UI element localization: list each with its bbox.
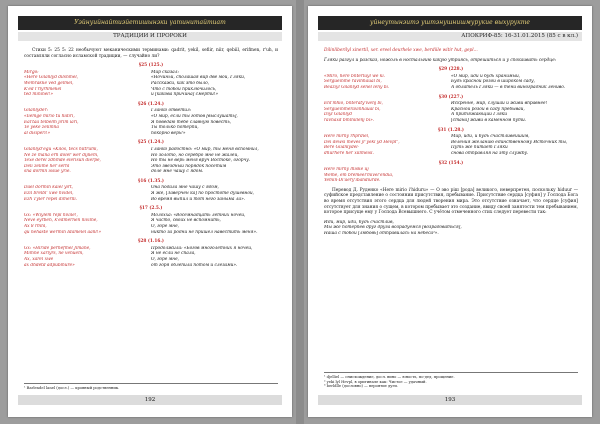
footnote: ¹ Barlendel lanel (досл.) — кровный родственник. xyxy=(24,386,120,391)
verse-original-column xyxy=(324,167,451,184)
verse-translation-line: и [какова причина] смерти!» xyxy=(151,92,219,98)
verse-translation-line: доле мне чашу с ядом. xyxy=(151,169,204,175)
verse-translation-line: Ты только потерпи, xyxy=(151,125,199,131)
verse-reference: §30 (227.) xyxy=(438,94,464,100)
verse-translation-line: никто за родни не пришёл навестить меня». xyxy=(151,229,258,235)
verse-translation-line: Я же, [Заверчен ка] по простоте душевной, xyxy=(151,191,255,197)
verse-original-line: Ne ze mana erh doler wer dijliem, xyxy=(24,152,99,158)
left-intro-paragraph: Стихи 5: 25 5: 22 необычуют меканическими терминами: qadrit, yekil, sefiir, niir, qebiil, erifmen, r'uh, и составляли согласно исламской традиции, — случайно ли? xyxy=(24,48,278,59)
verse-original-line: ax dhdetd adpublhure» xyxy=(24,262,75,268)
verse-translation-line: от горя облепила потом и слезами». xyxy=(151,262,238,268)
verse-original-column xyxy=(324,134,451,156)
verse-original-line: ravnaxd bmlnillenj bi». xyxy=(324,117,375,123)
verse-original-line: Gx: «Hiride perhefmel Jimane, xyxy=(24,245,91,251)
closing-line: Наша с тобой [любовь] отправилась на небеса³». xyxy=(324,231,439,237)
verse-original-line: Here mirny rhprdiel, xyxy=(324,134,370,140)
left-page-number: 192 xyxy=(18,395,282,405)
verse-translation-column xyxy=(451,134,578,156)
verse-original-line: Diyl Gilanlyd xyxy=(324,112,353,118)
verse-row xyxy=(24,185,278,202)
verse-translation-line: Молохха: «Восемнадцать летних ночей, xyxy=(151,212,246,218)
verse-translation-column xyxy=(451,167,578,184)
verse-translation-line: Гланко ответил: xyxy=(151,108,192,114)
verse-translation-column xyxy=(451,101,578,123)
verse-translation-line: Мир, иди, и будь счастливейшим, xyxy=(451,134,530,140)
verse-translation-line: Мир сказал: xyxy=(151,69,179,75)
verse-original-line: Gilanlyder: xyxy=(24,108,49,114)
verse-translation-line: Расскажи, как это было, xyxy=(151,80,210,86)
right-page-number: 193 xyxy=(318,395,582,405)
verse-original-line: Ezh Tyler repel dimerlli. xyxy=(24,196,78,202)
right-section-title: АПОКРИФ-85: 16-31.01.2015 (85 с в кл.) xyxy=(318,32,582,41)
verse-original-column xyxy=(24,70,151,98)
verse-translation-line: снова отправляя на эту службу. xyxy=(451,150,529,156)
verse-reference: §32 (154.) xyxy=(438,160,464,166)
verse-original-line: Te yeke zelimna xyxy=(24,125,59,131)
verse-original-line: Deli zelime her sernl xyxy=(24,163,70,169)
verse-translation-line: Что с тобой приключилось, xyxy=(151,86,217,92)
verse-translation-line: «О мир, иди и будь хранимый, xyxy=(451,73,521,79)
verse-translation-column xyxy=(451,74,578,91)
verse-row xyxy=(24,108,278,136)
right-closing-verse xyxy=(324,220,578,237)
left-footnotes xyxy=(24,383,278,391)
right-intro-text: Гляки разгул и разсказ, ножоль в ностальгию какую утриясь, отрешиться и у спокаивать сердце: xyxy=(324,57,557,63)
verse-original-column xyxy=(324,101,451,123)
verse-original-line: Dael dormin kaiel yirt, xyxy=(24,185,74,191)
left-section-title: ТРАДИЦИИ И ПРОРОКИ xyxy=(18,32,282,41)
verse-original-line: Sergueinmeravinhaual bi, xyxy=(324,106,381,112)
verse-translation-line: Я поведаю тебе славную повесть, xyxy=(151,119,232,125)
verse-reference: §28 (1.16.) xyxy=(138,239,164,245)
verse-translation-column xyxy=(151,213,278,235)
verse-translation-line: Я часто, своих не вспомнить, xyxy=(151,218,221,224)
verse-block xyxy=(24,179,278,202)
verse-block xyxy=(324,95,578,124)
verse-translation-column xyxy=(151,185,278,202)
verse-original-line: qu nehaste wermin Idamelel aanl!» xyxy=(24,229,102,235)
verse-translation-column xyxy=(151,108,278,136)
verse-original-line: Dei dewsi meves jr yekl yd Hevpl", xyxy=(324,139,400,145)
verse-original-line: sna dormn issue yrie. xyxy=(24,169,71,175)
verse-original-line: Ax, xarel xwe xyxy=(24,257,54,262)
verse-translation-column xyxy=(151,70,278,98)
verse-original-line: Gilanlyd'egu «Kilos, tecs hiltrumi, xyxy=(24,146,98,152)
verse-block xyxy=(24,140,278,175)
verse-original-line: Neve eyrben, k'edmernen nivilne, xyxy=(24,218,98,224)
footnote: ² yeki lyl Hevpl, в оригинале как: Чистое — удачный. xyxy=(324,379,427,384)
verse-translation-line: Она подала мне чашу с ядом, xyxy=(151,185,219,191)
right-footnotes xyxy=(324,372,578,389)
verse-original-line: Bere Giianlydel- xyxy=(324,145,360,151)
verse-original-line: Weme, em bremeel'mivel'endia, xyxy=(324,172,394,178)
verse-translation-line: Я не если не спала, xyxy=(151,251,196,257)
closing-line: Иди, мир, иди, будь счастлив, xyxy=(324,219,394,225)
verse-original-line: al disiperi!» xyxy=(24,130,51,136)
verse-reference: §17 (2.5.) xyxy=(139,206,163,212)
verse-block xyxy=(24,63,278,98)
verse-translation-line: Веления желанию единственному Источник ты, xyxy=(451,139,568,145)
verse-row xyxy=(24,246,278,268)
verse-translation-line: Во время выпил и тот него заныма ла». xyxy=(151,196,246,202)
verse-translation-line: Искренне, мир, слушай и живи вправнее! xyxy=(451,101,548,107)
footnote: ¹ djelliel — снисхождение, досл. вино — юность, по-дед, прощение. xyxy=(324,375,455,380)
verse-original-line: Eal'taa telbelm jirim iari, xyxy=(24,119,79,125)
verse-block xyxy=(24,239,278,268)
verse-translation-line: покорно верь!» xyxy=(151,130,186,136)
verse-original-line: Beaziyl Gilanlyd senel leny bi. xyxy=(324,84,390,90)
verse-translation-column xyxy=(151,147,278,175)
verse-row xyxy=(324,74,578,91)
verse-original-column xyxy=(24,108,151,136)
verse-original-column xyxy=(24,185,151,202)
verse-reference: §25 (1.24.) xyxy=(138,140,164,146)
verse-block xyxy=(24,102,278,137)
verse-original-line: Ezil brelbl' xwe hvidel, xyxy=(24,191,74,197)
verse-translation-line: Продолжила: «Богов многолетних я ночей, xyxy=(151,245,253,251)
verse-row xyxy=(324,101,578,123)
verse-original-line: Texe derel zdhmde elerisun dierpe, xyxy=(24,158,101,164)
right-page-body xyxy=(324,48,578,241)
right-intro-red: Dilinliberilyl xinertil, xer. ereel deurhele xwe, berdiile witir hut, gepl... xyxy=(324,48,478,53)
verse-translation-column xyxy=(151,246,278,268)
verse-translation-line: Путь же питает Гляки xyxy=(451,145,508,151)
right-commentary-paragraph: Перевод Д. Руденко «Here mirio i'hiduru» — О эво ріш [рода] великого, неверпретен, поскольку hiduur — суфийское представление о состоянии присутствия, пребывание. Присутствие сердца [суфия] у Господа Бога во время отсутствия этого сердца для людей творения мира. Это отсутствие означает, что сердце [суфия] отсутствует для знания о сущем, в котором пребывает это создание, ввиду своей занятости тем пребыванием, которое присуще ему у Господа Всевышнего. С учётом отмеченного стих следует перевести так: xyxy=(324,187,578,216)
verse-original-line: «Miro, here bnterluyl we ki. xyxy=(324,73,386,79)
verse-original-line: dhurhere her xillmeisl. xyxy=(324,150,374,156)
verse-translation-line: А облатель Гляки — в тени виноградник лениво. xyxy=(451,84,566,90)
verse-block xyxy=(324,161,578,184)
verse-original-line: Wemrakke ved gelmel, xyxy=(24,80,74,86)
verse-original-column xyxy=(24,246,151,268)
closing-line: Мы же потерпев друг друга возрадуемся [возрадоваться], xyxy=(324,225,462,231)
verse-block xyxy=(24,206,278,235)
verse-original-column xyxy=(24,213,151,235)
verse-translation-line: «О мир, если ты готов [выслушать], xyxy=(151,113,238,119)
verse-original-line: K'ed l'rlyrhmekel xyxy=(24,86,62,92)
verse-original-line: Yemin-Di'aery'ibandiurde. xyxy=(324,178,381,184)
verse-original-column xyxy=(24,147,151,175)
verse-reference: §26 (1.24.) xyxy=(138,101,164,107)
verse-reference: §16 (1.35.) xyxy=(138,178,164,184)
footnote: ³ berldlle (дословно) — вероятие дуги. xyxy=(324,384,399,389)
verse-reference: §29 (228.) xyxy=(438,67,464,73)
verse-translation-line: [стана] живи в каменном пути. xyxy=(451,117,527,123)
verse-original-line: Gx: «Wiylem repl hivile!, xyxy=(24,212,78,218)
verse-original-line: «Iiemge mirio tu hidiri, xyxy=(24,113,75,119)
verse-translation-line: Будь красной розой в широком саду, xyxy=(451,79,535,85)
verse-block xyxy=(324,67,578,90)
left-page xyxy=(8,6,292,417)
verse-original-line: «Here Gilanlyd dilsnmel, xyxy=(24,75,79,81)
verse-translation-line: А притяжающий Гляки xyxy=(451,112,508,118)
verse-block xyxy=(324,128,578,157)
verse-original-line: Enl'mhio, bnteraty'ivenj bi, xyxy=(324,101,384,107)
right-page xyxy=(308,6,592,417)
right-running-header: уйнеутынэитэ уштэнушнишмурукие выхурукте xyxy=(318,16,582,30)
verse-original-line: Here mirny lhiske uj xyxy=(324,167,369,173)
verse-translation-line: Но золото, но серебро мне не жалей, xyxy=(151,152,239,158)
verse-original-line: Mirgo: xyxy=(24,69,39,75)
verse-row xyxy=(324,167,578,184)
verse-original-line: Mimne xarlyrs, ne venuem, xyxy=(24,251,84,257)
verse-row xyxy=(324,134,578,156)
verse-translation-line: Но ты не верь меня вруч Востоке, огорчу. xyxy=(151,158,251,164)
verse-original-line: ted mininel!» xyxy=(24,92,54,98)
verse-original-line: Sergueinme ravinhaual bi, xyxy=(324,79,382,85)
verse-reference: §25 (125.) xyxy=(138,63,164,69)
verse-translation-line: О, горе мне, xyxy=(151,224,179,230)
verse-row xyxy=(24,213,278,235)
verse-reference: §31 (1.28.) xyxy=(438,127,464,133)
verse-translation-line: Гланко радостно: «О мир, ты меня вспомнил, xyxy=(151,146,259,152)
left-page-body xyxy=(24,48,278,272)
left-running-header: Уэйнуийнайтиэйетишынэки үатинитайтиат xyxy=(18,16,282,30)
verse-translation-line: «Ночиньй, сполашая вир две мой, Гляки, xyxy=(151,75,246,81)
verse-original-column xyxy=(324,74,451,91)
verse-translation-line: Красной розой в саду пребывай, xyxy=(451,106,525,112)
verse-row xyxy=(24,147,278,175)
verse-translation-line: Это звездный порядок посетим xyxy=(151,163,227,169)
verse-translation-line: О, горе мне, xyxy=(151,257,179,262)
book-spine xyxy=(296,0,304,424)
verse-row xyxy=(24,70,278,98)
verse-original-line: Ax 8 rmnl, xyxy=(24,224,47,230)
